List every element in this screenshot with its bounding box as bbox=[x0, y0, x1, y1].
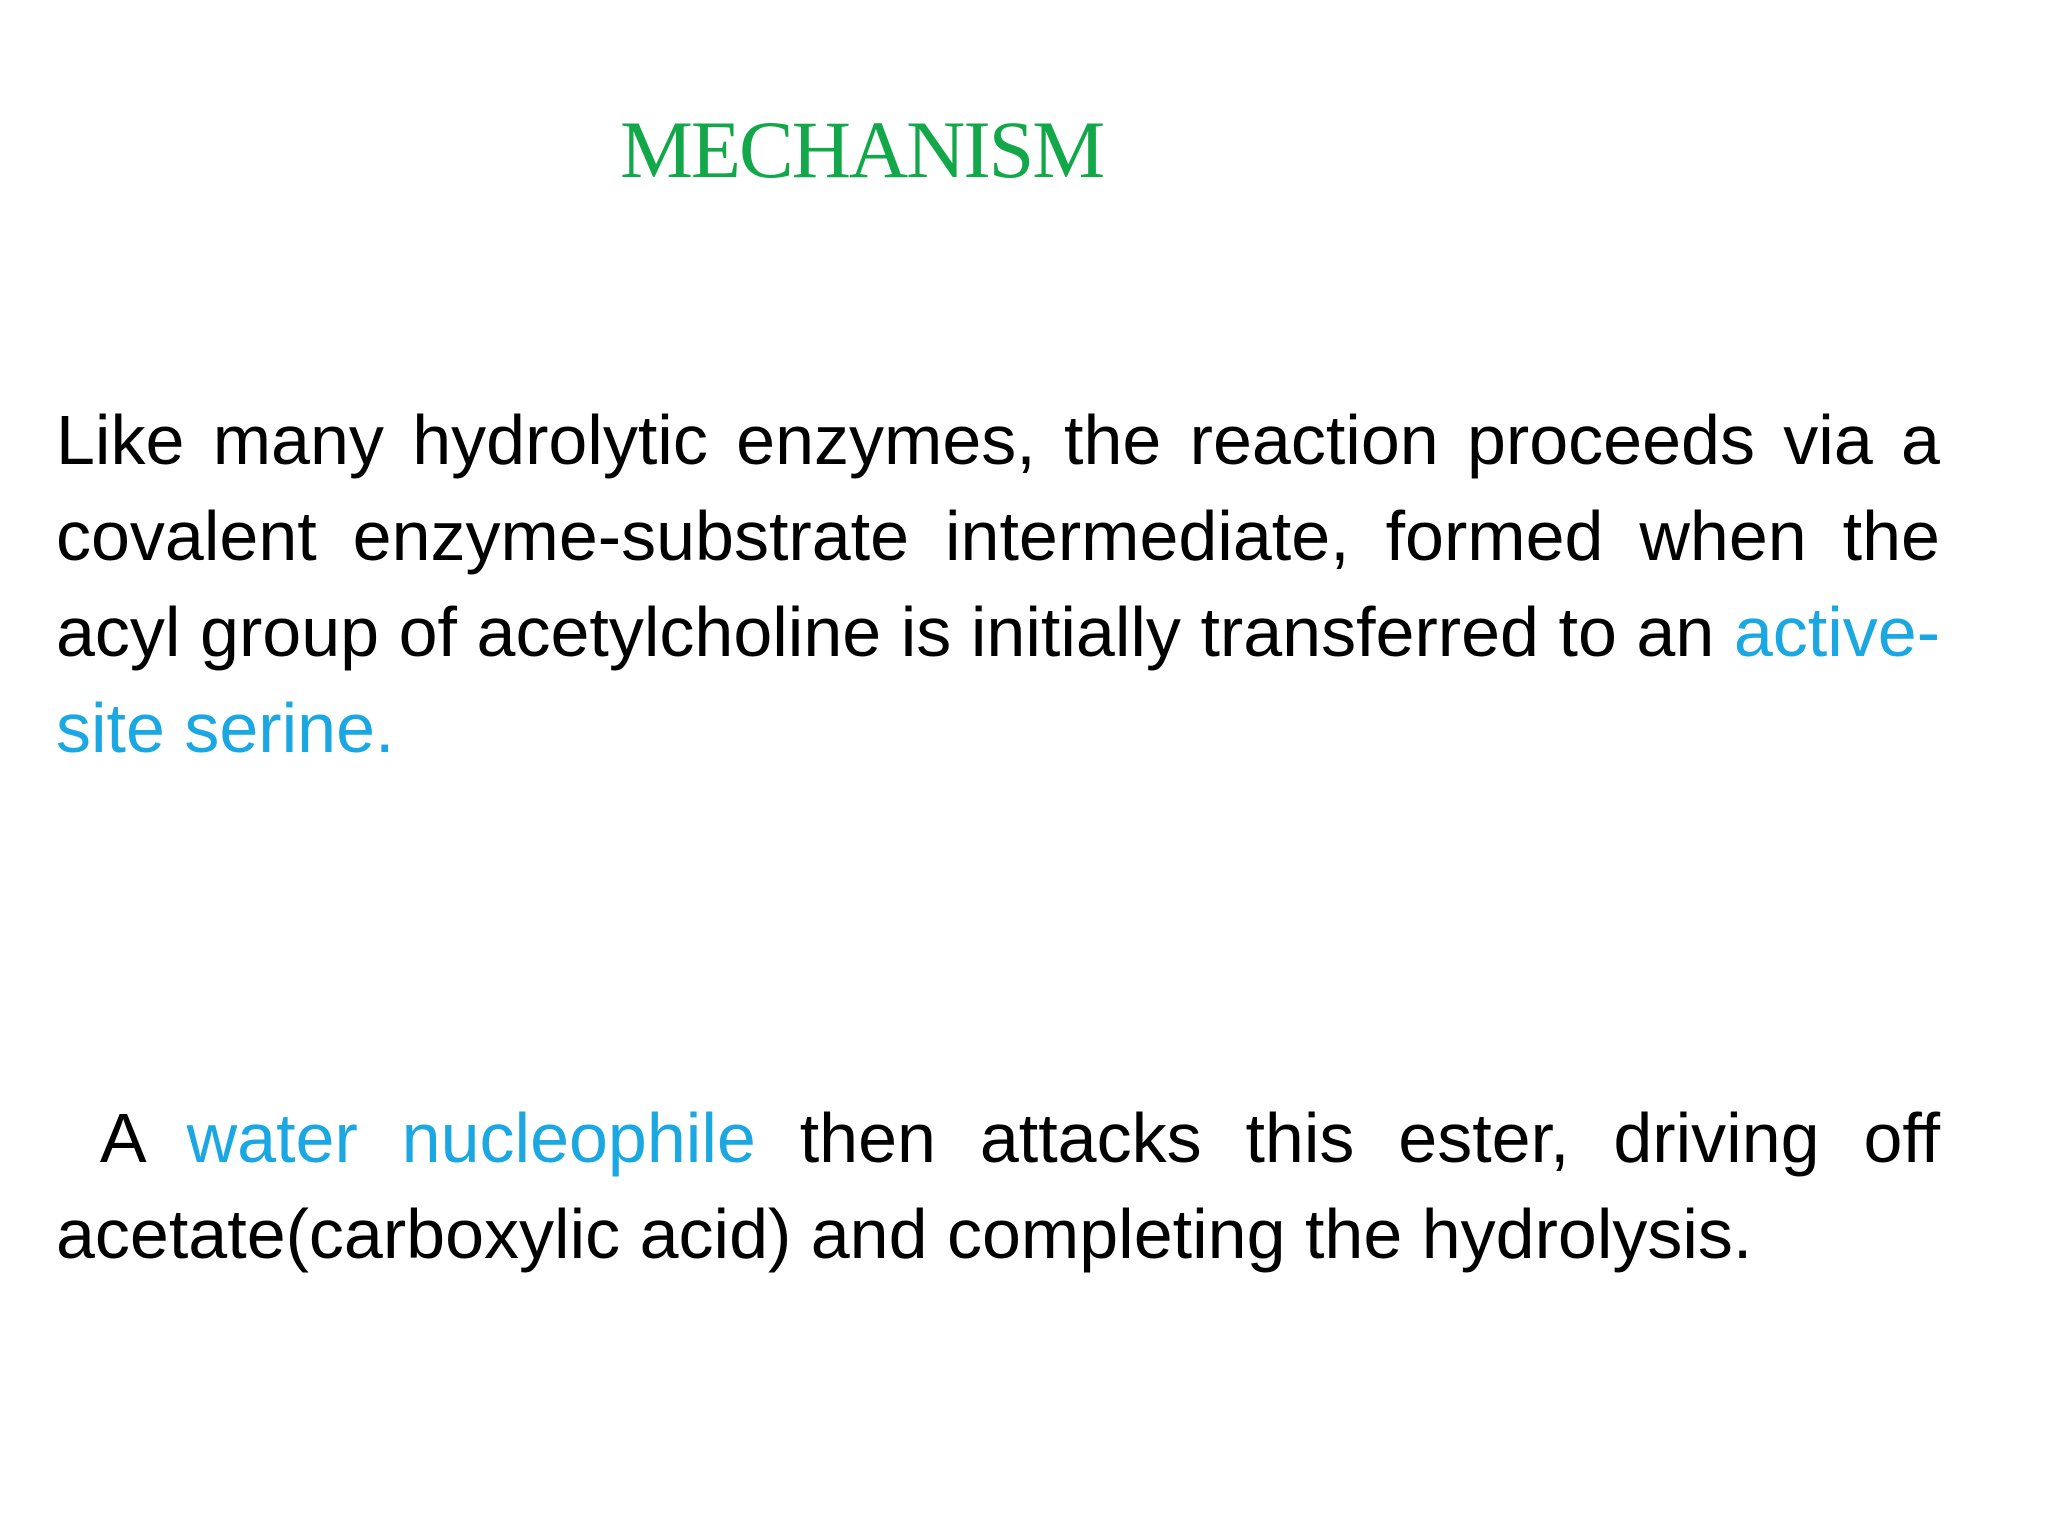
paragraph-2-lead: A bbox=[99, 1099, 187, 1177]
paragraph-water-nucleophile bbox=[56, 1090, 1940, 1282]
paragraph-2-text: then attacks this ester, driving off acetate(carboxylic acid) and completing the hydrolysis. bbox=[56, 1099, 1941, 1273]
highlight-water-nucleophile: water nucleophile bbox=[186, 1099, 756, 1177]
highlight-active-site-serine: active-site serine. bbox=[56, 593, 1940, 767]
paragraph-1-text: Like many hydrolytic enzymes, the reaction proceeds via a covalent enzyme-substrate intermediate, formed when the acyl group of acetylcholine is initially transferred to an bbox=[56, 401, 1940, 671]
paragraph-enzyme-intermediate bbox=[56, 392, 1940, 776]
slide-title: MECHANISM bbox=[620, 104, 1104, 195]
